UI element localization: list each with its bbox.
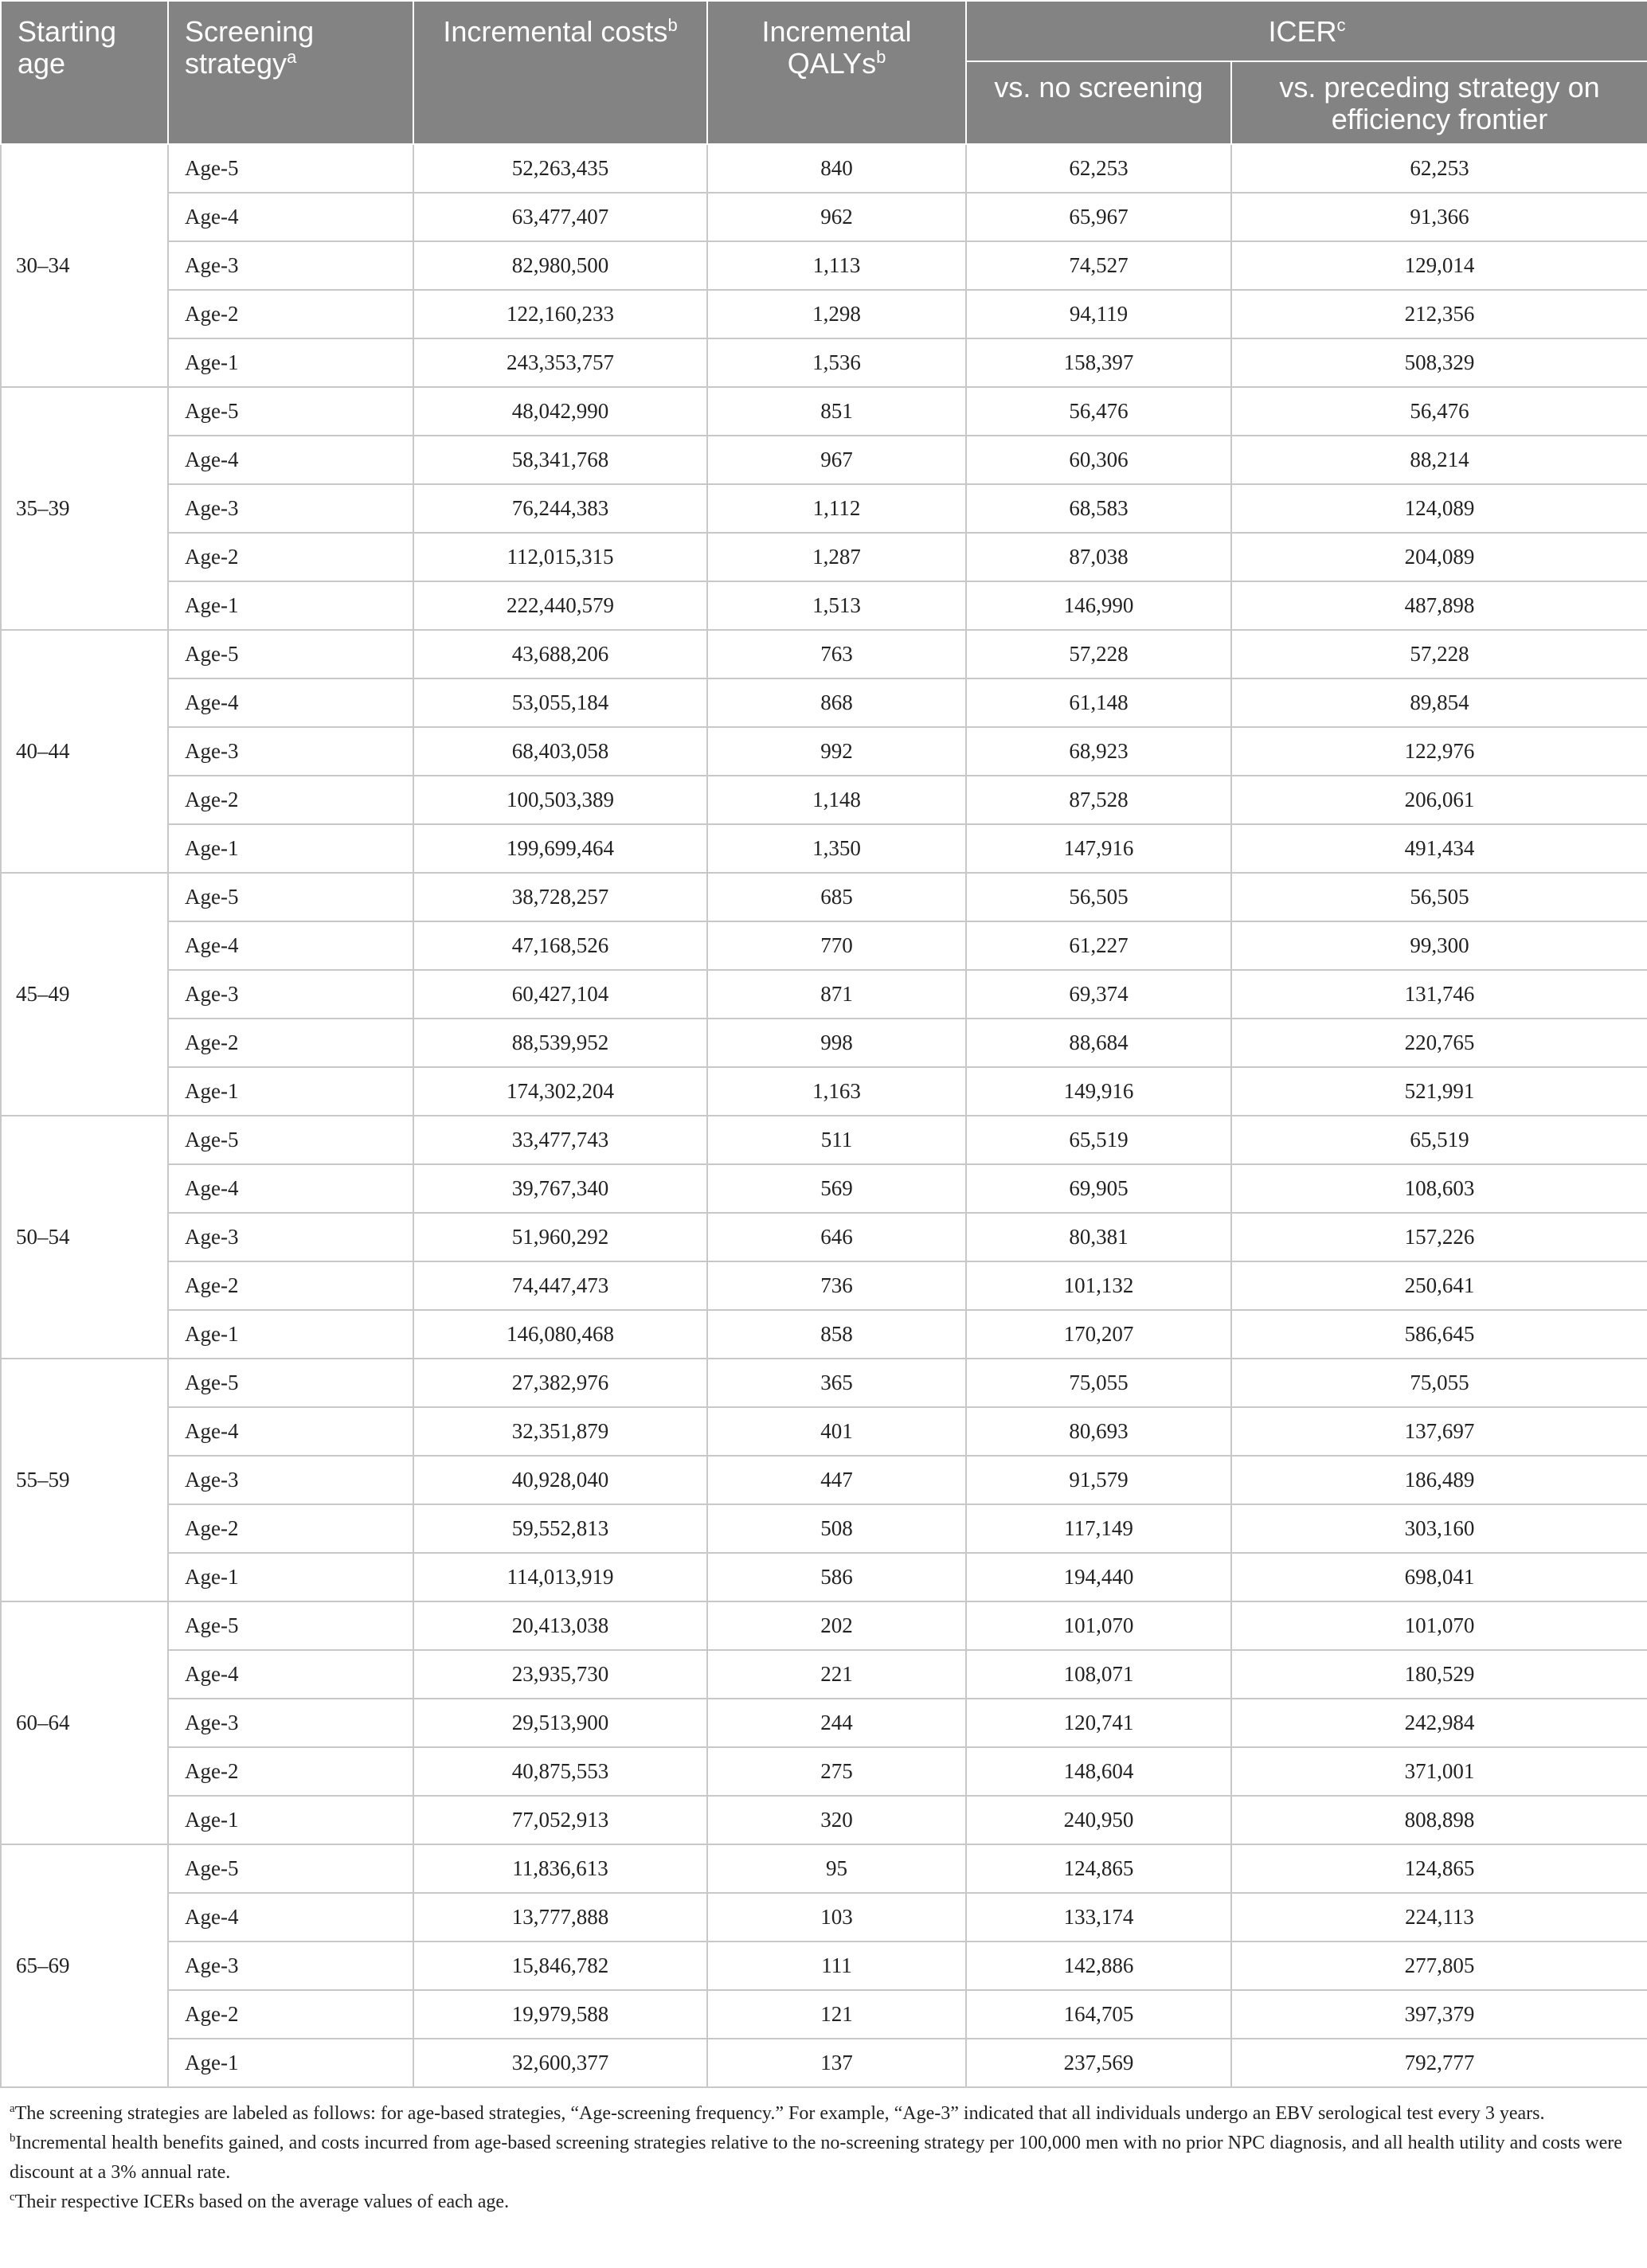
table-row (1, 1844, 1647, 1893)
icer-vs-no-screening-cell: 164,705 (966, 1990, 1231, 2039)
table-row (1, 824, 1647, 873)
strategy-cell: Age-1 (168, 1067, 413, 1116)
icer-vs-no-screening-cell: 61,227 (966, 921, 1231, 970)
incremental-qalys-cell: 365 (707, 1359, 966, 1407)
strategy-cell: Age-3 (168, 1456, 413, 1504)
incremental-costs-cell: 43,688,206 (413, 630, 707, 678)
incremental-qalys-cell: 95 (707, 1844, 966, 1893)
icer-vs-no-screening-cell: 237,569 (966, 2039, 1231, 2087)
incremental-costs-cell: 222,440,579 (413, 581, 707, 630)
icer-vs-no-screening-cell: 87,528 (966, 776, 1231, 824)
incremental-qalys-cell: 851 (707, 387, 966, 436)
icer-vs-preceding-cell: 137,697 (1231, 1407, 1647, 1456)
icer-vs-no-screening-cell: 133,174 (966, 1893, 1231, 1941)
incremental-qalys-cell: 868 (707, 678, 966, 727)
table-row (1, 1650, 1647, 1699)
icer-vs-no-screening-cell: 65,967 (966, 193, 1231, 241)
icer-vs-preceding-cell: 56,476 (1231, 387, 1647, 436)
icer-vs-preceding-cell: 91,366 (1231, 193, 1647, 241)
icer-vs-preceding-cell: 808,898 (1231, 1796, 1647, 1844)
icer-vs-preceding-cell: 101,070 (1231, 1601, 1647, 1650)
incremental-costs-cell: 19,979,588 (413, 1990, 707, 2039)
icer-vs-no-screening-cell: 194,440 (966, 1553, 1231, 1601)
table-row (1, 1699, 1647, 1747)
strategy-cell: Age-4 (168, 1650, 413, 1699)
footnote-mark: c (10, 2191, 15, 2203)
table-row (1, 241, 1647, 290)
icer-vs-no-screening-cell: 61,148 (966, 678, 1231, 727)
footnote-mark: b (10, 2132, 16, 2145)
strategy-cell: Age-5 (168, 387, 413, 436)
incremental-costs-cell: 32,600,377 (413, 2039, 707, 2087)
incremental-costs-cell: 60,427,104 (413, 970, 707, 1019)
incremental-costs-cell: 38,728,257 (413, 873, 707, 921)
incremental-costs-cell: 32,351,879 (413, 1407, 707, 1456)
icer-vs-preceding-cell: 224,113 (1231, 1893, 1647, 1941)
icer-vs-preceding-cell: 56,505 (1231, 873, 1647, 921)
icer-vs-preceding-cell: 129,014 (1231, 241, 1647, 290)
incremental-costs-cell: 40,928,040 (413, 1456, 707, 1504)
table-row (1, 873, 1647, 921)
icer-vs-preceding-cell: 521,991 (1231, 1067, 1647, 1116)
strategy-cell: Age-2 (168, 1019, 413, 1067)
footnote-mark: a (10, 2102, 15, 2115)
strategy-cell: Age-3 (168, 484, 413, 533)
incremental-qalys-cell: 1,148 (707, 776, 966, 824)
table-row (1, 338, 1647, 387)
incremental-costs-cell: 29,513,900 (413, 1699, 707, 1747)
incremental-qalys-cell: 1,513 (707, 581, 966, 630)
strategy-cell: Age-5 (168, 873, 413, 921)
strategy-cell: Age-2 (168, 290, 413, 338)
incremental-qalys-cell: 244 (707, 1699, 966, 1747)
strategy-cell: Age-4 (168, 678, 413, 727)
incremental-costs-cell: 114,013,919 (413, 1553, 707, 1601)
incremental-qalys-cell: 447 (707, 1456, 966, 1504)
footnote-a (10, 2099, 1633, 2129)
table-row (1, 533, 1647, 581)
footnote-text: Their respective ICERs based on the average values of each age. (14, 2192, 510, 2212)
icer-vs-preceding-cell: 698,041 (1231, 1553, 1647, 1601)
incremental-costs-cell: 74,447,473 (413, 1261, 707, 1310)
strategy-cell: Age-2 (168, 1990, 413, 2039)
incremental-costs-cell: 77,052,913 (413, 1796, 707, 1844)
icer-vs-no-screening-cell: 124,865 (966, 1844, 1231, 1893)
incremental-costs-cell: 52,263,435 (413, 144, 707, 193)
incremental-qalys-cell: 1,536 (707, 338, 966, 387)
icer-vs-no-screening-cell: 240,950 (966, 1796, 1231, 1844)
strategy-cell: Age-1 (168, 338, 413, 387)
strategy-cell: Age-4 (168, 193, 413, 241)
incremental-costs-cell: 47,168,526 (413, 921, 707, 970)
header-icer: ICER$^c$ (966, 1, 1647, 61)
table-row (1, 678, 1647, 727)
icer-vs-preceding-cell: 491,434 (1231, 824, 1647, 873)
strategy-cell: Age-2 (168, 533, 413, 581)
incremental-qalys-cell: 1,112 (707, 484, 966, 533)
strategy-cell: Age-2 (168, 1504, 413, 1553)
incremental-qalys-cell: 763 (707, 630, 966, 678)
icer-vs-no-screening-cell: 108,071 (966, 1650, 1231, 1699)
strategy-cell: Age-5 (168, 1359, 413, 1407)
strategy-cell: Age-4 (168, 436, 413, 484)
icer-vs-no-screening-cell: 147,916 (966, 824, 1231, 873)
icer-vs-preceding-cell: 487,898 (1231, 581, 1647, 630)
icer-vs-no-screening-cell: 60,306 (966, 436, 1231, 484)
icer-vs-no-screening-cell: 68,923 (966, 727, 1231, 776)
table-row (1, 921, 1647, 970)
table-row (1, 581, 1647, 630)
incremental-qalys-cell: 586 (707, 1553, 966, 1601)
table-row (1, 484, 1647, 533)
incremental-qalys-cell: 569 (707, 1164, 966, 1213)
icer-vs-preceding-cell: 792,777 (1231, 2039, 1647, 2087)
strategy-cell: Age-5 (168, 144, 413, 193)
incremental-costs-cell: 199,699,464 (413, 824, 707, 873)
icer-vs-no-screening-cell: 158,397 (966, 338, 1231, 387)
incremental-qalys-cell: 962 (707, 193, 966, 241)
strategy-cell: Age-3 (168, 727, 413, 776)
icer-vs-preceding-cell: 508,329 (1231, 338, 1647, 387)
table-row (1, 970, 1647, 1019)
icer-vs-preceding-cell: 397,379 (1231, 1990, 1647, 2039)
table-row (1, 1553, 1647, 1601)
icer-vs-preceding-cell: 242,984 (1231, 1699, 1647, 1747)
icer-vs-no-screening-cell: 69,374 (966, 970, 1231, 1019)
strategy-cell: Age-4 (168, 1407, 413, 1456)
icer-vs-preceding-cell: 62,253 (1231, 144, 1647, 193)
footnote-c (10, 2188, 1633, 2217)
incremental-costs-cell: 243,353,757 (413, 338, 707, 387)
strategy-cell: Age-3 (168, 970, 413, 1019)
header-screening-strategy: Screening strategy$^a$ (168, 1, 413, 144)
icer-vs-preceding-cell: 75,055 (1231, 1359, 1647, 1407)
incremental-qalys-cell: 871 (707, 970, 966, 1019)
incremental-qalys-cell: 511 (707, 1116, 966, 1164)
footnote-text: Incremental health benefits gained, and costs incurred from age-based screening strategies relative to the no-screening strategy per 100,000 men with no prior NPC diagnosis, and all health utility and costs were discount at a 3% annual rate. (10, 2133, 1622, 2183)
icer-vs-preceding-cell: 303,160 (1231, 1504, 1647, 1553)
table-row (1, 1164, 1647, 1213)
header-starting-age: Starting age (1, 1, 168, 144)
incremental-costs-cell: 51,960,292 (413, 1213, 707, 1261)
strategy-cell: Age-2 (168, 1747, 413, 1796)
icer-vs-no-screening-cell: 75,055 (966, 1359, 1231, 1407)
table-row (1, 1456, 1647, 1504)
incremental-costs-cell: 100,503,389 (413, 776, 707, 824)
table-row (1, 1213, 1647, 1261)
incremental-costs-cell: 63,477,407 (413, 193, 707, 241)
incremental-qalys-cell: 221 (707, 1650, 966, 1699)
icer-vs-preceding-cell: 99,300 (1231, 921, 1647, 970)
table-row (1, 1796, 1647, 1844)
table-row (1, 776, 1647, 824)
incremental-costs-cell: 82,980,500 (413, 241, 707, 290)
table-row (1, 290, 1647, 338)
icer-vs-no-screening-cell: 101,132 (966, 1261, 1231, 1310)
icer-vs-no-screening-cell: 148,604 (966, 1747, 1231, 1796)
table-row (1, 1504, 1647, 1553)
incremental-qalys-cell: 646 (707, 1213, 966, 1261)
table-row (1, 1893, 1647, 1941)
incremental-qalys-cell: 1,163 (707, 1067, 966, 1116)
incremental-qalys-cell: 992 (707, 727, 966, 776)
incremental-costs-cell: 15,846,782 (413, 1941, 707, 1990)
icer-vs-preceding-cell: 124,865 (1231, 1844, 1647, 1893)
header-incremental-costs: Incremental costs$^b$ (413, 1, 707, 144)
incremental-costs-cell: 23,935,730 (413, 1650, 707, 1699)
incremental-qalys-cell: 111 (707, 1941, 966, 1990)
table-row (1, 2039, 1647, 2087)
strategy-cell: Age-5 (168, 630, 413, 678)
table-row (1, 1601, 1647, 1650)
icer-vs-preceding-cell: 206,061 (1231, 776, 1647, 824)
strategy-cell: Age-5 (168, 1116, 413, 1164)
strategy-cell: Age-3 (168, 1941, 413, 1990)
icer-vs-no-screening-cell: 88,684 (966, 1019, 1231, 1067)
header-vs-no-screening: vs. no screening (966, 61, 1231, 144)
icer-vs-no-screening-cell: 57,228 (966, 630, 1231, 678)
table-body (1, 144, 1647, 2087)
incremental-costs-cell: 48,042,990 (413, 387, 707, 436)
table-row (1, 1359, 1647, 1407)
incremental-costs-cell: 59,552,813 (413, 1504, 707, 1553)
strategy-cell: Age-3 (168, 1213, 413, 1261)
icer-vs-preceding-cell: 250,641 (1231, 1261, 1647, 1310)
incremental-qalys-cell: 1,113 (707, 241, 966, 290)
incremental-costs-cell: 68,403,058 (413, 727, 707, 776)
icer-vs-preceding-cell: 124,089 (1231, 484, 1647, 533)
incremental-qalys-cell: 508 (707, 1504, 966, 1553)
icer-vs-no-screening-cell: 87,038 (966, 533, 1231, 581)
incremental-costs-cell: 53,055,184 (413, 678, 707, 727)
incremental-costs-cell: 27,382,976 (413, 1359, 707, 1407)
icer-vs-no-screening-cell: 56,505 (966, 873, 1231, 921)
table-row (1, 630, 1647, 678)
icer-vs-preceding-cell: 204,089 (1231, 533, 1647, 581)
incremental-qalys-cell: 1,350 (707, 824, 966, 873)
table-row (1, 1310, 1647, 1359)
icer-vs-no-screening-cell: 65,519 (966, 1116, 1231, 1164)
icer-vs-preceding-cell: 586,645 (1231, 1310, 1647, 1359)
table-row (1, 387, 1647, 436)
icer-vs-no-screening-cell: 74,527 (966, 241, 1231, 290)
incremental-costs-cell: 40,875,553 (413, 1747, 707, 1796)
strategy-cell: Age-1 (168, 1553, 413, 1601)
table-row (1, 1261, 1647, 1310)
starting-age-cell: 30–34 (1, 144, 168, 387)
footnotes (0, 2088, 1647, 2217)
icer-vs-preceding-cell: 88,214 (1231, 436, 1647, 484)
incremental-qalys-cell: 320 (707, 1796, 966, 1844)
table-header (1, 1, 1647, 144)
strategy-cell: Age-2 (168, 1261, 413, 1310)
starting-age-cell: 40–44 (1, 630, 168, 873)
footnote-text: The screening strategies are labeled as follows: for age-based strategies, “Age-screening frequency.” For example, “Age-3” indicated that all individuals undergo an EBV serological test every 3 years. (14, 2103, 1545, 2124)
table-row (1, 1116, 1647, 1164)
incremental-qalys-cell: 137 (707, 2039, 966, 2087)
incremental-costs-cell: 174,302,204 (413, 1067, 707, 1116)
strategy-cell: Age-1 (168, 1796, 413, 1844)
footnote-b (10, 2129, 1633, 2188)
icer-vs-preceding-cell: 65,519 (1231, 1116, 1647, 1164)
strategy-cell: Age-1 (168, 1310, 413, 1359)
icer-vs-preceding-cell: 157,226 (1231, 1213, 1647, 1261)
starting-age-cell: 35–39 (1, 387, 168, 630)
incremental-qalys-cell: 103 (707, 1893, 966, 1941)
table-row (1, 193, 1647, 241)
strategy-cell: Age-5 (168, 1601, 413, 1650)
incremental-qalys-cell: 275 (707, 1747, 966, 1796)
incremental-qalys-cell: 1,287 (707, 533, 966, 581)
strategy-cell: Age-1 (168, 2039, 413, 2087)
incremental-qalys-cell: 1,298 (707, 290, 966, 338)
strategy-cell: Age-4 (168, 1164, 413, 1213)
icer-vs-no-screening-cell: 80,381 (966, 1213, 1231, 1261)
starting-age-cell: 55–59 (1, 1359, 168, 1601)
icer-vs-preceding-cell: 277,805 (1231, 1941, 1647, 1990)
incremental-costs-cell: 33,477,743 (413, 1116, 707, 1164)
icer-vs-no-screening-cell: 142,886 (966, 1941, 1231, 1990)
icer-vs-no-screening-cell: 94,119 (966, 290, 1231, 338)
icer-vs-no-screening-cell: 80,693 (966, 1407, 1231, 1456)
starting-age-cell: 50–54 (1, 1116, 168, 1359)
table-row (1, 727, 1647, 776)
strategy-cell: Age-2 (168, 776, 413, 824)
incremental-costs-cell: 88,539,952 (413, 1019, 707, 1067)
table-row (1, 1747, 1647, 1796)
table-row (1, 1067, 1647, 1116)
icer-vs-no-screening-cell: 146,990 (966, 581, 1231, 630)
incremental-costs-cell: 58,341,768 (413, 436, 707, 484)
icer-vs-preceding-cell: 131,746 (1231, 970, 1647, 1019)
icer-vs-preceding-cell: 212,356 (1231, 290, 1647, 338)
table-row (1, 1019, 1647, 1067)
table-row (1, 1941, 1647, 1990)
icer-vs-no-screening-cell: 120,741 (966, 1699, 1231, 1747)
table-row (1, 436, 1647, 484)
incremental-qalys-cell: 840 (707, 144, 966, 193)
icer-vs-preceding-cell: 186,489 (1231, 1456, 1647, 1504)
icer-vs-preceding-cell: 108,603 (1231, 1164, 1647, 1213)
header-vs-preceding-strategy: vs. preceding strategy on efficiency frontier (1231, 61, 1647, 144)
incremental-qalys-cell: 736 (707, 1261, 966, 1310)
incremental-qalys-cell: 121 (707, 1990, 966, 2039)
strategy-cell: Age-5 (168, 1844, 413, 1893)
icer-vs-no-screening-cell: 149,916 (966, 1067, 1231, 1116)
incremental-costs-cell: 11,836,613 (413, 1844, 707, 1893)
icer-vs-no-screening-cell: 62,253 (966, 144, 1231, 193)
incremental-costs-cell: 13,777,888 (413, 1893, 707, 1941)
table-row (1, 144, 1647, 193)
icer-vs-no-screening-cell: 117,149 (966, 1504, 1231, 1553)
incremental-costs-cell: 122,160,233 (413, 290, 707, 338)
incremental-qalys-cell: 685 (707, 873, 966, 921)
icer-vs-no-screening-cell: 91,579 (966, 1456, 1231, 1504)
incremental-costs-cell: 76,244,383 (413, 484, 707, 533)
header-incremental-qalys: Incremental QALYs$^b$ (707, 1, 966, 144)
incremental-qalys-cell: 401 (707, 1407, 966, 1456)
icer-vs-preceding-cell: 371,001 (1231, 1747, 1647, 1796)
strategy-cell: Age-4 (168, 1893, 413, 1941)
incremental-costs-cell: 112,015,315 (413, 533, 707, 581)
icer-vs-preceding-cell: 220,765 (1231, 1019, 1647, 1067)
strategy-cell: Age-1 (168, 581, 413, 630)
strategy-cell: Age-3 (168, 1699, 413, 1747)
icer-vs-no-screening-cell: 170,207 (966, 1310, 1231, 1359)
icer-vs-no-screening-cell: 69,905 (966, 1164, 1231, 1213)
icer-vs-preceding-cell: 89,854 (1231, 678, 1647, 727)
incremental-qalys-cell: 202 (707, 1601, 966, 1650)
icer-vs-no-screening-cell: 56,476 (966, 387, 1231, 436)
incremental-qalys-cell: 998 (707, 1019, 966, 1067)
incremental-costs-cell: 39,767,340 (413, 1164, 707, 1213)
strategy-cell: Age-4 (168, 921, 413, 970)
table-row (1, 1407, 1647, 1456)
starting-age-cell: 45–49 (1, 873, 168, 1116)
starting-age-cell: 65–69 (1, 1844, 168, 2087)
strategy-cell: Age-1 (168, 824, 413, 873)
icer-vs-preceding-cell: 122,976 (1231, 727, 1647, 776)
strategy-cell: Age-3 (168, 241, 413, 290)
icer-vs-preceding-cell: 180,529 (1231, 1650, 1647, 1699)
incremental-costs-cell: 20,413,038 (413, 1601, 707, 1650)
icer-vs-preceding-cell: 57,228 (1231, 630, 1647, 678)
icer-vs-no-screening-cell: 68,583 (966, 484, 1231, 533)
incremental-qalys-cell: 770 (707, 921, 966, 970)
incremental-qalys-cell: 967 (707, 436, 966, 484)
starting-age-cell: 60–64 (1, 1601, 168, 1844)
icer-vs-no-screening-cell: 101,070 (966, 1601, 1231, 1650)
table-row (1, 1990, 1647, 2039)
incremental-qalys-cell: 858 (707, 1310, 966, 1359)
incremental-costs-cell: 146,080,468 (413, 1310, 707, 1359)
